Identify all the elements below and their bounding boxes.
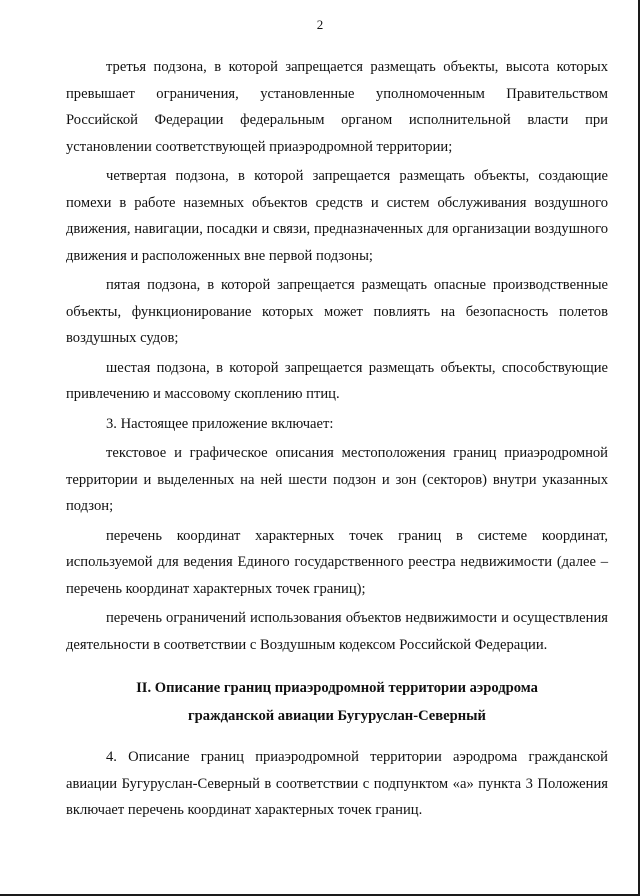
paragraph-fifth-subzone: пятая подзона, в которой запрещается размещать опасные производственные объекты, функционирование которых может повлиять на безопасность полетов воздушных судов; xyxy=(66,277,608,346)
section-heading xyxy=(66,674,608,730)
section-heading-line-1: II. Описание границ приаэродромной территории аэродрома xyxy=(136,680,538,696)
page-number: 2 xyxy=(316,17,324,32)
paragraph-restrictions-list: перечень ограничений использования объектов недвижимости и осуществления деятельности в соответствии с Воздушным кодексом Российской Федерации. xyxy=(66,610,608,653)
paragraph-sixth-subzone: шестая подзона, в которой запрещается размещать объекты, способствующие привлечению и массовому скоплению птиц. xyxy=(66,359,608,402)
paragraph-fourth-subzone: четвертая подзона, в которой запрещается размещать объекты, создающие помехи в работе наземных объектов средств и систем обслуживания воздушного движения, навигации, посадки и связи, предназначенных для организации воздушного движения и расположенных вне первой подзоны; xyxy=(66,168,608,264)
paragraph-coordinates-list: перечень координат характерных точек границ в системе координат, используемой для ведения Единого государственного реестра недвижимости (далее – перечень координат характерных точек границ); xyxy=(66,527,608,597)
paragraph-appendix-includes: 3. Настоящее приложение включает: xyxy=(106,415,334,432)
section-heading-line-2: гражданской авиации Бугуруслан-Северный xyxy=(188,708,486,724)
paragraph-boundary-description: 4. Описание границ приаэродромной территории аэродрома гражданской авиации Бугуруслан-Северный в соответствии с подпунктом «а» пункта 3 Положения включает перечень координат характерных точек границ. xyxy=(66,749,608,818)
paragraph-descriptions: текстовое и графическое описания местоположения границ приаэродромной территории и выделенных на ней шести подзон и зон (секторов) внутри указанных подзон; xyxy=(66,445,608,514)
document-body xyxy=(66,54,608,827)
paragraph-third-subzone: третья подзона, в которой запрещается размещать объекты, высота которых превышает ограничения, установленные уполномоченным Правительством Российской Федерации федеральным органом исполнительной власти при установлении соответствующей приаэродромной территории; xyxy=(66,59,608,155)
